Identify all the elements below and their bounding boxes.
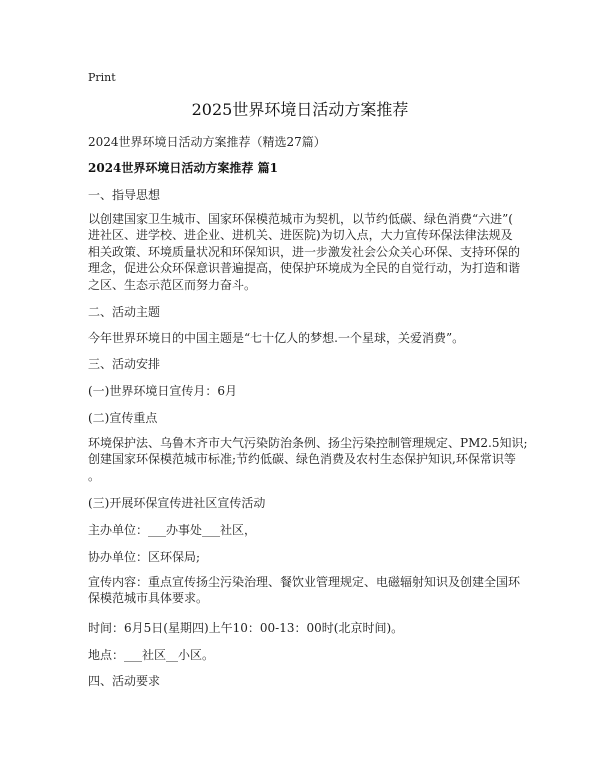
paragraph-line: 宣传内容：重点宣传扬尘污染治理、餐饮业管理规定、电磁辐射知识及创建全国环: [88, 575, 521, 589]
paragraph-line: 。: [88, 468, 101, 483]
subheading-publicity-focus: (二)宣传重点: [88, 411, 158, 425]
heading-activity-theme: 二、活动主题: [88, 305, 161, 319]
co-organizer: 协办单位：区环保局;: [88, 550, 201, 564]
document-subtitle: 2024世界环境日活动方案推荐（精选27篇）: [88, 135, 326, 149]
paragraph-publicity-focus: [88, 435, 528, 484]
paragraph-line: 相关政策、环境质量状况和环保知识，进一步激发社会公众关心环保、支持环保的: [88, 244, 521, 259]
event-time: 时间：6月5日(星期四)上午10：00-13：00时(北京时间)。: [88, 621, 404, 635]
subheading-publicity-month: (一)世界环境日宣传月：6月: [88, 384, 237, 398]
paragraph-publicity-content: [88, 574, 528, 607]
paragraph-line: 进社区、进学校、进企业、进机关、进医院)为切入点，大力宣传环保法律法规及: [88, 228, 513, 243]
host-organizer: 主办单位：___办事处___社区，: [88, 523, 257, 537]
paragraph-line: 环境保护法、乌鲁木齐市大气污染防治条例、扬尘污染控制管理规定、PM2.5知识;: [88, 436, 528, 450]
paragraph-line: 之区、生态示范区而努力奋斗。: [88, 277, 257, 292]
heading-activity-arrangement: 三、活动安排: [88, 357, 161, 371]
print-label[interactable]: Print: [88, 71, 116, 84]
page-title: 2025世界环境日活动方案推荐: [191, 100, 409, 119]
paragraph-line: 以创建国家卫生城市、国家环保模范城市为契机，以节约低碳、绿色消费“六进”(: [88, 212, 513, 226]
paragraph-line: 理念，促进公众环保意识普遍提高，使保护环境成为全民的自觉行动，为打造和谐: [88, 261, 521, 276]
heading-guiding-ideology: 一、指导思想: [88, 188, 161, 202]
subheading-community-campaign: (三)开展环保宣传进社区宣传活动: [88, 496, 266, 510]
paragraph-line: 创建国家环保模范城市标准;节约低碳、绿色消费及农村生态保护知识,环保常识等: [88, 452, 516, 467]
section-heading: 2024世界环境日活动方案推荐 篇1: [88, 161, 278, 175]
heading-activity-requirements: 四、活动要求: [88, 674, 161, 688]
event-location: 地点：___社区__小区。: [88, 648, 215, 662]
paragraph-guiding-ideology: [88, 211, 528, 293]
paragraph-activity-theme: 今年世界环境日的中国主题是“七十亿人的梦想.一个星球，关爱消费”。: [88, 331, 465, 345]
paragraph-line: 保模范城市具体要求。: [88, 591, 209, 606]
